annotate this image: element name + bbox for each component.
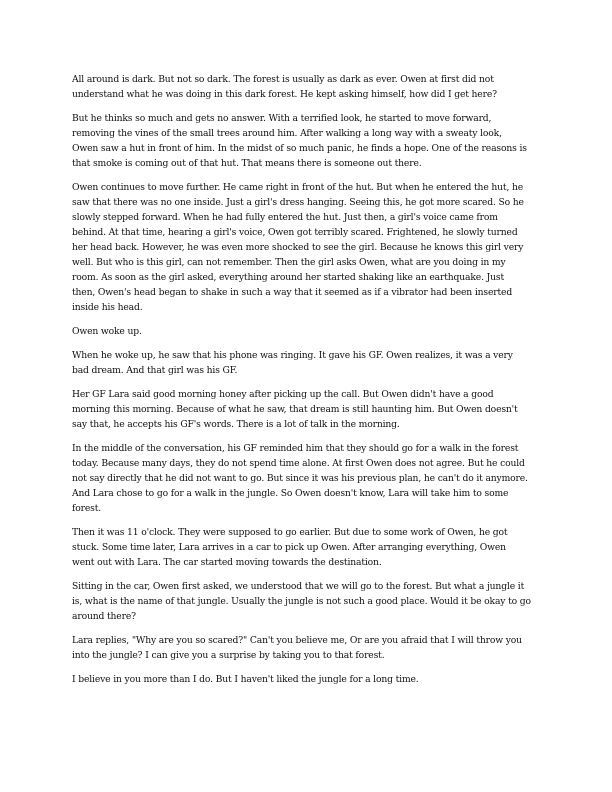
text-line: Owen saw a hut in front of him. In the midst of so much panic, he finds a hope. One of the reasons is — [72, 143, 527, 154]
text-line: Owen continues to move further. He came right in front of the hut. But when he entered the hut, he — [72, 182, 524, 193]
paragraph-7 — [72, 441, 546, 516]
text-line: say that, he accepts his GF's words. There is a lot of talk in the morning. — [72, 419, 400, 430]
paragraph-6 — [72, 387, 546, 432]
paragraph-4 — [72, 324, 546, 339]
document-body — [72, 72, 546, 696]
text-line: forest. — [72, 503, 102, 514]
paragraph-11 — [72, 672, 546, 687]
text-line: around there? — [72, 611, 136, 622]
text-line: is, what is the name of that jungle. Usually the jungle is not such a good place. Would it be okay to go — [72, 596, 531, 607]
text-line: that smoke is coming out of that hut. That means there is someone out there. — [72, 158, 422, 169]
text-line: stuck. Some time later, Lara arrives in a car to pick up Owen. After arranging everything, Owen — [72, 542, 506, 553]
text-line: Owen woke up. — [72, 326, 142, 337]
paragraph-8 — [72, 525, 546, 570]
paragraph-1 — [72, 72, 546, 102]
text-line: went out with Lara. The car started moving towards the destination. — [72, 557, 382, 568]
text-line: removing the vines of the small trees around him. After walking a long way with a sweaty look, — [72, 128, 502, 139]
text-line: When he woke up, he saw that his phone was ringing. It gave his GF. Owen realizes, it was a very — [72, 350, 513, 361]
text-line: I believe in you more than I do. But I haven't liked the jungle for a long time. — [72, 674, 419, 685]
text-line: well. But who is this girl, can not remember. Then the girl asks Owen, what are you doing in my — [72, 257, 506, 268]
text-line: not say directly that he did not want to go. But since it was his previous plan, he can't do it anymore. — [72, 473, 528, 484]
text-line: In the middle of the conversation, his GF reminded him that they should go for a walk in the forest — [72, 443, 519, 454]
text-line: understand what he was doing in this dark forest. He kept asking himself, how did I get here? — [72, 89, 497, 100]
text-line: Her GF Lara said good morning honey after picking up the call. But Owen didn't have a good — [72, 389, 494, 400]
text-line: Then it was 11 o'clock. They were supposed to go earlier. But due to some work of Owen, he got — [72, 527, 508, 538]
text-line: But he thinks so much and gets no answer. With a terrified look, he started to move forward, — [72, 113, 492, 124]
text-line: her head back. However, he was even more shocked to see the girl. Because he knows this girl very — [72, 242, 524, 253]
paragraph-9 — [72, 579, 546, 624]
text-line: behind. At that time, hearing a girl's voice, Owen got terribly scared. Frightened, he slowly turned — [72, 227, 518, 238]
text-line: inside his head. — [72, 302, 143, 313]
text-line: Lara replies, "Why are you so scared?" Can't you believe me, Or are you afraid that I will throw you — [72, 635, 522, 646]
text-line: bad dream. And that girl was his GF. — [72, 365, 238, 376]
paragraph-10 — [72, 633, 546, 663]
text-line: Sitting in the car, Owen first asked, we understood that we will go to the forest. But what a jungle it — [72, 581, 525, 592]
paragraph-3 — [72, 180, 546, 315]
text-line: morning this morning. Because of what he saw, that dream is still haunting him. But Owen doesn't — [72, 404, 518, 415]
text-line: slowly stepped forward. When he had fully entered the hut. Just then, a girl's voice came from — [72, 212, 498, 223]
text-line: And Lara chose to go for a walk in the jungle. So Owen doesn't know, Lara will take him to some — [72, 488, 509, 499]
text-line: saw that there was no one inside. Just a girl's dress hanging. Seeing this, he got more scared. So he — [72, 197, 524, 208]
text-line: All around is dark. But not so dark. The forest is usually as dark as ever. Owen at first did not — [72, 74, 494, 85]
text-line: into the jungle? I can give you a surprise by taking you to that forest. — [72, 650, 385, 661]
text-line: room. As soon as the girl asked, everything around her started shaking like an earthquake. Just — [72, 272, 505, 283]
paragraph-2 — [72, 111, 546, 171]
text-line: today. Because many days, they do not spend time alone. At first Owen does not agree. But he could — [72, 458, 525, 469]
text-line: then, Owen's head began to shake in such a way that it seemed as if a vibrator had been inserted — [72, 287, 513, 298]
paragraph-5 — [72, 348, 546, 378]
